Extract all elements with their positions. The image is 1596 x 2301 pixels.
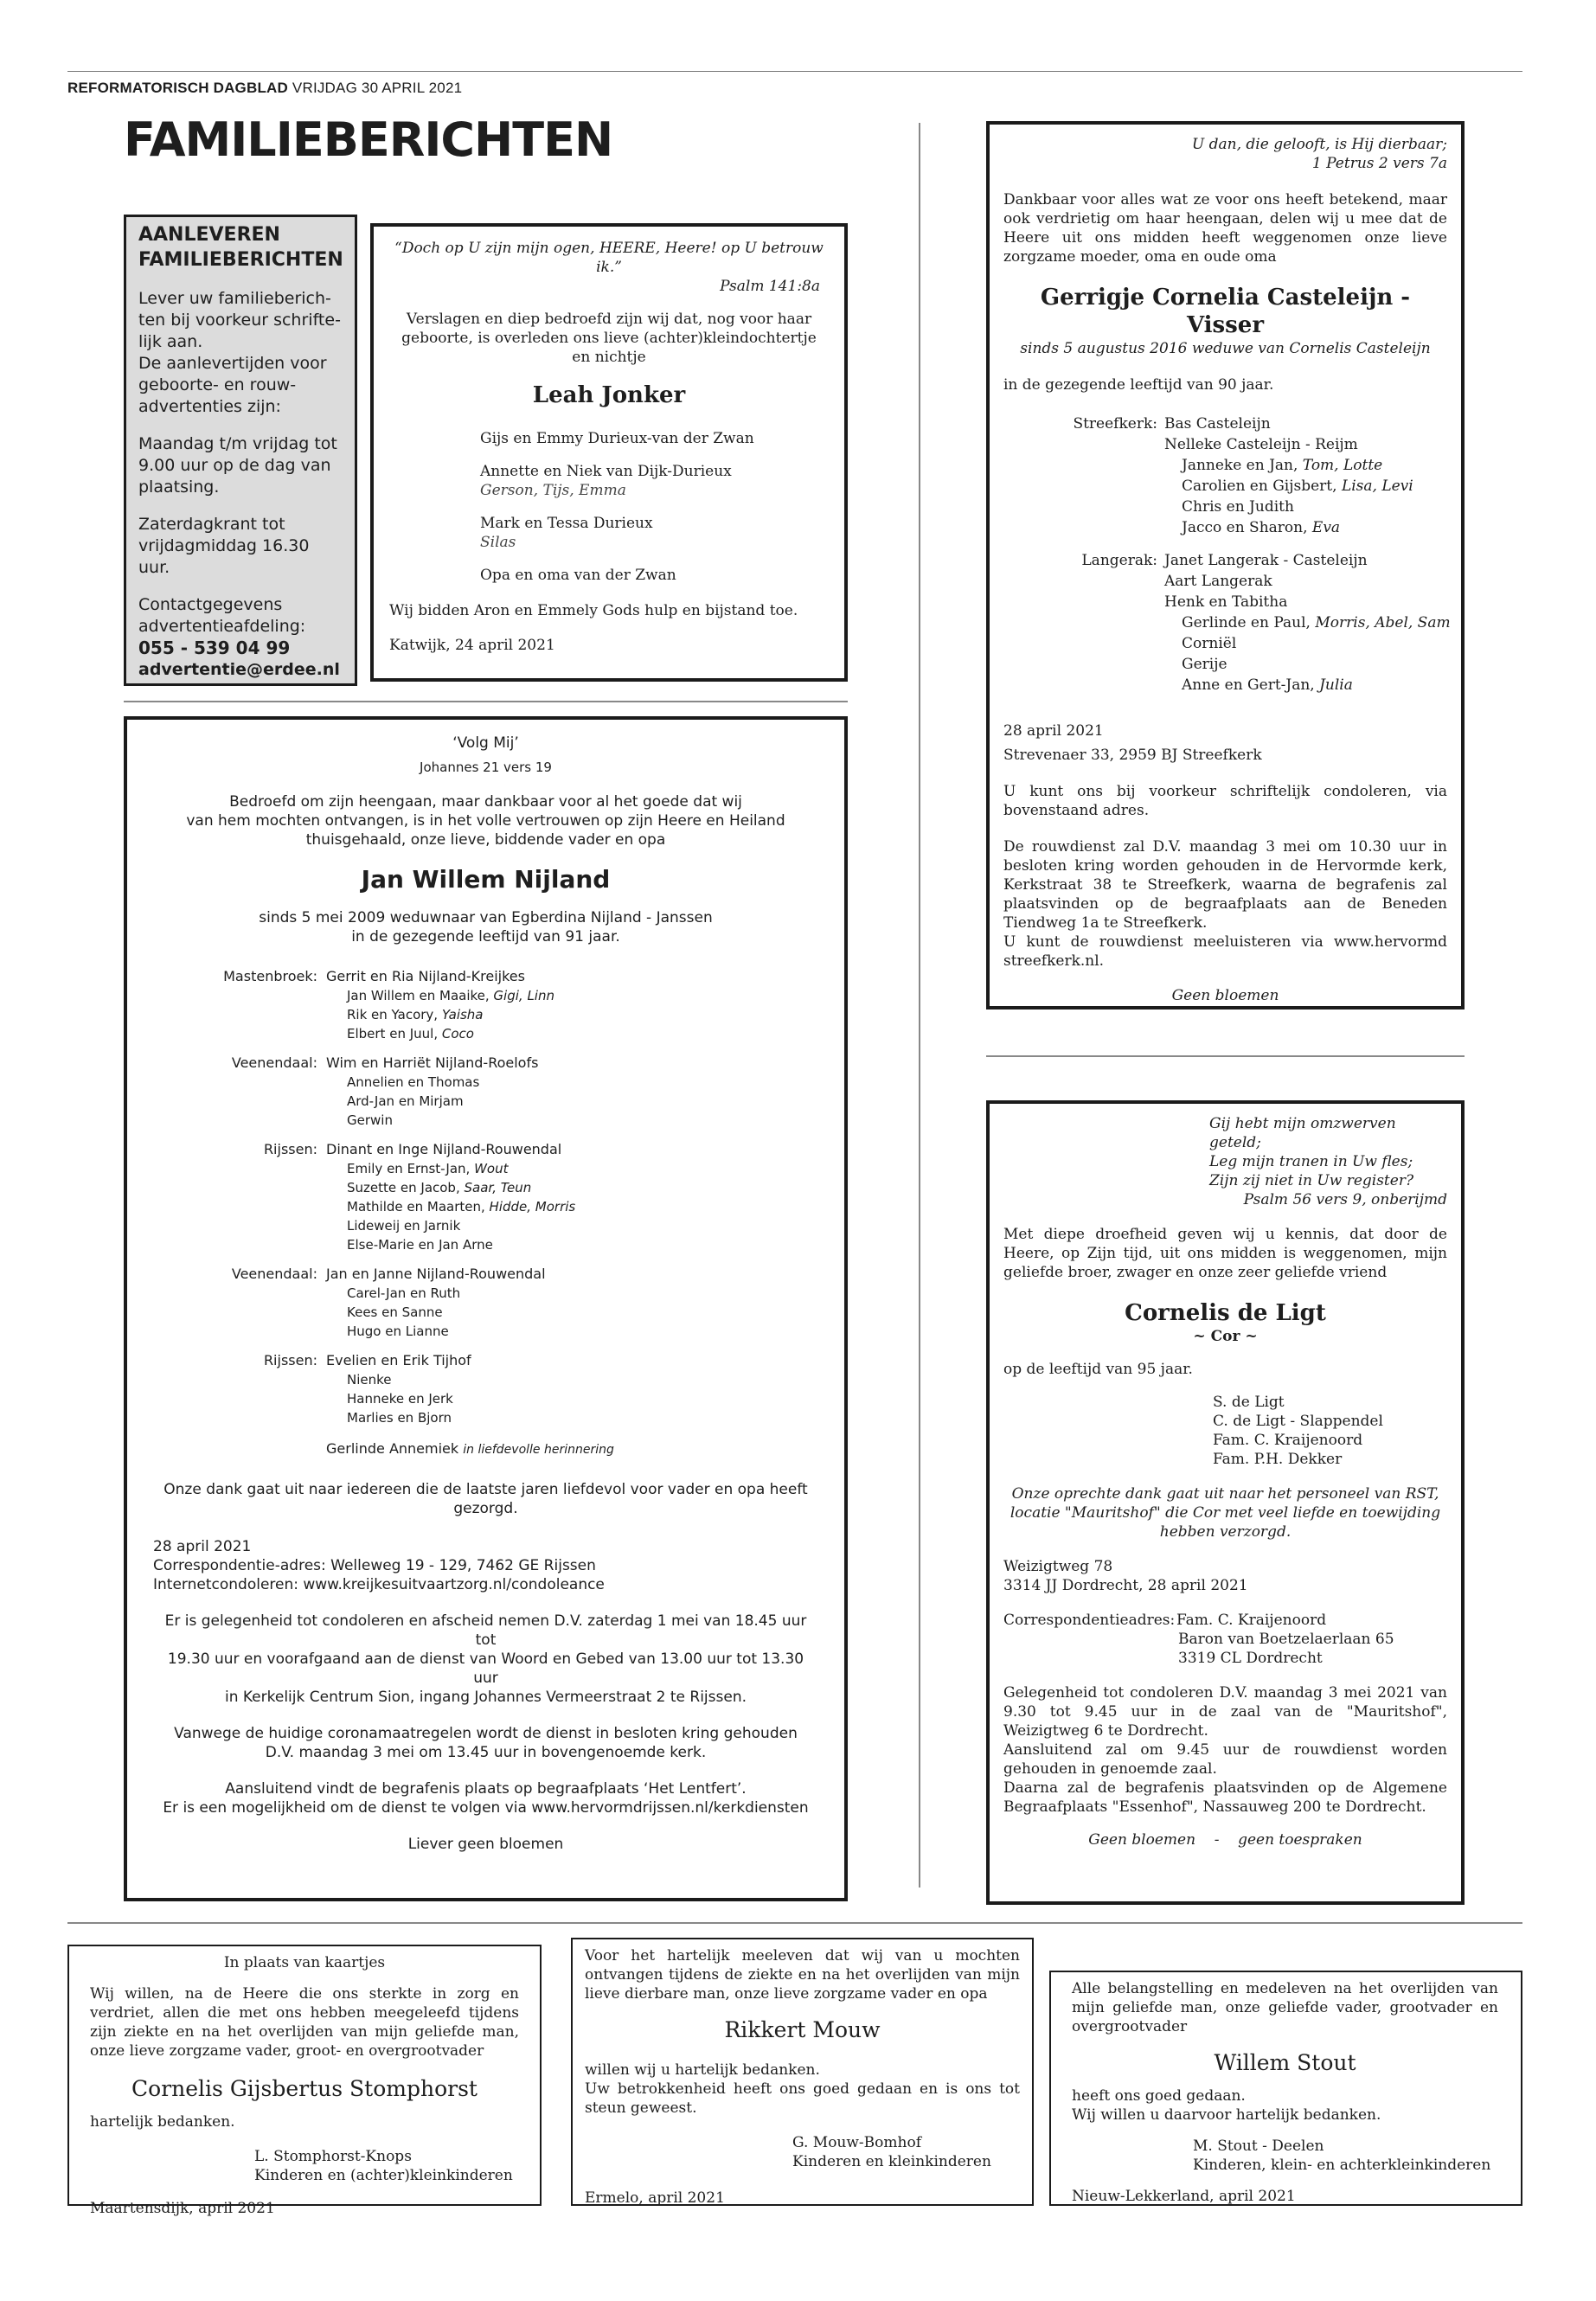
- group-head: Gerrit en Ria Nijland-Kreijkes: [326, 968, 525, 984]
- signature-line: G. Mouw-Bomhof: [792, 2134, 921, 2151]
- ad-stomphorst: [67, 1945, 542, 2217]
- intro: Dankbaar voor alles wat ze voor ons heeft betekend, maar ook verdrietig om haar heengaan, delen wij u mee dat de Heere uit ons midden heeft weggenomen onze lieve zorgzame moeder, oma en oude oma: [1003, 191, 1447, 266]
- kid: Jan Willem en Maaike,: [347, 988, 494, 1003]
- text: Wij willen, na de Heere die ons sterkte in zorg en verdriet, allen die met ons hebben meegeleefd tijdens zijn ziekte en na het overlijden van mijn geliefde man, onze lieve zorgzame vader, groot- en overgrootvader: [90, 1985, 519, 2060]
- quote-ref: Johannes 21 vers 19: [420, 760, 552, 775]
- kid: Ard-Jan en Mirjam: [347, 1093, 464, 1109]
- quote-line: Leg mijn tranen in Uw fles;: [1209, 1153, 1413, 1170]
- family-line: Nelleke Casteleijn - Reijm: [1164, 436, 1358, 453]
- header-rule: [67, 71, 1522, 72]
- grandkids: Eva: [1311, 519, 1341, 536]
- info-line: De aanlevertijden voor: [138, 354, 327, 373]
- group-head: Jan en Janne Nijland-Rouwendal: [326, 1266, 546, 1282]
- kid: Kees en Sanne: [347, 1304, 443, 1320]
- flowers: Geen bloemen: [1171, 987, 1279, 1004]
- family-line: Jacco en Sharon,: [1182, 519, 1312, 536]
- deceased-name: Cornelis de Ligt: [1125, 1300, 1326, 1326]
- quote: ‘Volg Mij’: [452, 734, 519, 752]
- corr-line: 3319 CL Dordrecht: [1178, 1650, 1323, 1667]
- kid: Suzette en Jacob,: [347, 1180, 465, 1195]
- signature-line: Kinderen en kleinkinderen: [792, 2153, 991, 2170]
- prayer: Wij bidden Aron en Emmely Gods hulp en bijstand toe.: [389, 602, 798, 619]
- quote-line: Zijn zij niet in Uw register?: [1209, 1172, 1414, 1189]
- deceased-name: Cornelis Gijsbertus Stomphorst: [131, 2076, 478, 2101]
- para-1: heeft ons goed gedaan.: [1072, 2087, 1246, 2105]
- subtitle-line: sinds 5 mei 2009 weduwnaar van Egberdina Nijland - Janssen: [259, 909, 713, 926]
- signature-line: L. Stomphorst-Knops: [254, 2148, 412, 2165]
- group-place: Langerak:: [1081, 552, 1157, 569]
- thanks-line: Onze oprechte dank gaat uit naar het personeel van RST,: [1011, 1485, 1439, 1503]
- family-group: [205, 1351, 818, 1427]
- info-box: [124, 215, 357, 686]
- quote: “Doch op U zijn mijn ogen, HEERE, Heere! op U betrouw ik.”: [394, 240, 824, 276]
- date: 28 april 2021: [153, 1538, 252, 1555]
- kid: Marlies en Bjorn: [347, 1410, 452, 1426]
- ad-leah-jonker: [370, 223, 848, 682]
- text: Alle belangstelling en medeleven na het overlijden van mijn geliefde man, onze geliefde vader, grootvader en overgrootvader: [1072, 1980, 1498, 2035]
- info-line: Contactgegevens: [138, 595, 283, 614]
- condolence-web[interactable]: Internetcondoleren: www.kreijkesuitvaartzorg.nl/condoleance: [153, 1576, 605, 1593]
- signature-line: Kinderen en (achter)kleinkinderen: [254, 2167, 513, 2184]
- info-line: Lever uw familieberich-: [138, 289, 331, 308]
- thanks: hartelijk bedanken.: [90, 2113, 235, 2131]
- kid: Hanneke en Jerk: [347, 1391, 453, 1407]
- family-line: C. de Ligt - Slappendel: [1213, 1413, 1383, 1430]
- para-line: 19.30 uur en voorafgaand aan de dienst van Woord en Gebed van 13.00 uur tot 13.30 uur: [167, 1650, 804, 1687]
- grandkids: Lisa, Levi: [1341, 478, 1413, 495]
- deceased-name: Leah Jonker: [532, 382, 686, 408]
- details: [153, 1537, 818, 1594]
- flowers: Liever geen bloemen: [407, 1836, 564, 1853]
- para-line: Er is gelegenheid tot condoleren en afscheid nemen D.V. zaterdag 1 mei van 18.45 uur tot: [164, 1612, 807, 1649]
- para-1: Gelegenheid tot condoleren D.V. maandag 3 mei 2021 van 9.30 tot 9.45 uur in de zaal van de "Mauritshof", Weizigtweg 6 te Dordrecht.: [1003, 1684, 1447, 1740]
- info-line: advertenties zijn:: [138, 397, 281, 416]
- info-line: Maandag t/m vrijdag tot: [138, 434, 337, 453]
- thanks: [1003, 1484, 1447, 1541]
- age: in de gezegende leeftijd van 90 jaar.: [1003, 376, 1274, 394]
- kid: Annelien en Thomas: [347, 1074, 480, 1090]
- kid: Lideweij en Jarnik: [347, 1218, 461, 1234]
- address: Correspondentie-adres: Welleweg 19 - 129, 7462 GE Rijssen: [153, 1557, 596, 1574]
- para-line: Aansluitend vindt de begrafenis plaats op begraafplaats ‘Het Lentfert’.: [225, 1780, 747, 1798]
- grandkids: Hidde, Morris: [489, 1199, 576, 1215]
- subtitle: [153, 908, 818, 946]
- memory-name: Gerlinde Annemiek: [326, 1440, 459, 1457]
- info-title-1: AANLEVEREN: [138, 224, 280, 246]
- text: Voor het hartelijk meeleven dat wij van u mochten ontvangen tijdens de ziekte en na het overlijden van mijn lieve dierbare man, onze lieve zorgzame vader en opa: [585, 1947, 1020, 2003]
- kid: Else-Marie en Jan Arne: [347, 1237, 493, 1253]
- family-line: Annette en Niek van Dijk-Durieux: [480, 463, 732, 480]
- signature-line: M. Stout - Deelen: [1193, 2138, 1324, 2155]
- deceased-name: Rikkert Mouw: [724, 2017, 881, 2042]
- para-2: [153, 1724, 818, 1762]
- quote: U dan, die gelooft, is Hij dierbaar;: [1191, 136, 1447, 153]
- group-place: Veenendaal:: [231, 1266, 317, 1282]
- group-place: Rijssen:: [263, 1141, 317, 1157]
- family-line: Mark en Tessa Durieux: [480, 515, 653, 532]
- intro-line: van hem mochten ontvangen, is in het volle vertrouwen op zijn Heere en Heiland: [186, 812, 785, 830]
- family-line: Corniël: [1182, 635, 1237, 652]
- family-group: [205, 967, 818, 1043]
- ad-gerrigje-casteleijn: [986, 121, 1465, 1009]
- group-head: Dinant en Inge Nijland-Rouwendal: [326, 1141, 562, 1157]
- thanks: willen wij u hartelijk bedanken.: [585, 2061, 820, 2079]
- family-group: [205, 1054, 818, 1130]
- address: [1003, 1557, 1447, 1595]
- address-line: Weizigtweg 78: [1003, 1558, 1113, 1575]
- ad-jan-willem-nijland: [124, 716, 848, 1901]
- info-lines-1: [138, 288, 343, 418]
- family-line: Gijs en Emmy Durieux-van der Zwan: [480, 430, 754, 447]
- separator: [67, 1922, 1522, 1924]
- family-kids: Gerson, Tijs, Emma: [480, 482, 626, 499]
- info-line: advertentieafdeling:: [138, 617, 306, 636]
- intro-line: en nichtje: [572, 349, 646, 366]
- grandkids: Saar, Teun: [464, 1180, 532, 1195]
- kid: Mathilde en Maarten,: [347, 1199, 490, 1215]
- grandkids: Coco: [441, 1026, 474, 1042]
- group-place: Rijssen:: [263, 1352, 317, 1368]
- thanks-line: locatie "Mauritshof" die Cor met veel liefde en toewijding: [1010, 1504, 1441, 1522]
- separator: [124, 701, 848, 702]
- group-head: Evelien en Erik Tijhof: [326, 1352, 471, 1368]
- place-date: Ermelo, april 2021: [585, 2189, 725, 2207]
- family-line: Carolien en Gijsbert,: [1182, 478, 1342, 495]
- place-date: Katwijk, 24 april 2021: [389, 637, 555, 654]
- quote-line: Gij hebt mijn omzwerven geteld;: [1209, 1115, 1396, 1151]
- separator: [986, 1055, 1465, 1057]
- info-line: plaatsing.: [138, 478, 220, 497]
- family-line: Janneke en Jan,: [1182, 457, 1303, 474]
- kid: Nienke: [347, 1372, 392, 1388]
- family-kids: Silas: [480, 534, 516, 551]
- para-2: Aansluitend zal om 9.45 uur de rouwdienst worden gehouden in genoemde zaal.: [1003, 1741, 1447, 1778]
- grandkids: Gigi, Linn: [493, 988, 554, 1003]
- para-line: Er is een mogelijkheid om de dienst te volgen via www.hervormdrijssen.nl/kerkdiensten: [163, 1799, 809, 1817]
- deceased-name: Willem Stout: [1214, 2050, 1356, 2075]
- family-line: Opa en oma van der Zwan: [480, 567, 676, 584]
- ad-stout: [1049, 1971, 1522, 2206]
- family-list: [1003, 1393, 1447, 1469]
- deceased-name: Jan Willem Nijland: [361, 865, 611, 894]
- deceased-name: Gerrigje Cornelia Casteleijn - Visser: [1040, 285, 1411, 338]
- info-line: 9.00 uur op de dag van: [138, 456, 331, 475]
- thanks: Onze dank gaat uit naar iedereen die de laatste jaren liefdevol voor vader en opa heeft gezorgd.: [163, 1481, 808, 1517]
- signature: [1072, 2137, 1498, 2175]
- group-place: Veenendaal:: [231, 1054, 317, 1071]
- family-line: Henk en Tabitha: [1164, 593, 1288, 611]
- heading: In plaats van kaartjes: [223, 1954, 386, 1971]
- intro-line: geboorte, is overleden ons lieve (achter)kleindochtertje: [401, 330, 817, 347]
- quote: [1003, 1114, 1447, 1190]
- ad-cornelis-de-ligt: [986, 1100, 1465, 1905]
- footer-flowers: Geen bloemen: [1088, 1831, 1196, 1849]
- column-divider: [919, 123, 920, 1888]
- info-email[interactable]: advertentie@erdee.nl: [138, 660, 340, 679]
- footer-sep: -: [1214, 1831, 1220, 1849]
- family-group: [1003, 413, 1447, 538]
- grandkids: Wout: [474, 1161, 509, 1176]
- paper-name: REFORMATORISCH DAGBLAD: [67, 80, 288, 96]
- info-lines-4: [138, 594, 343, 638]
- signature: [585, 2133, 1020, 2171]
- info-lines-3: [138, 514, 343, 579]
- footer-speeches: geen toespraken: [1238, 1831, 1362, 1849]
- family-list: [389, 429, 829, 585]
- intro-line: thuisgehaald, onze lieve, biddende vader en opa: [305, 831, 666, 849]
- intro: [389, 310, 829, 367]
- quote-ref: 1 Petrus 2 vers 7a: [1311, 155, 1447, 172]
- subtitle-line: in de gezegende leeftijd van 91 jaar.: [351, 928, 620, 945]
- info-line: lijk aan.: [138, 332, 203, 351]
- group-place: Mastenbroek:: [223, 968, 317, 984]
- family-line: Aart Langerak: [1164, 573, 1272, 590]
- kid: Rik en Yacory,: [347, 1007, 442, 1022]
- para-line: in Kerkelijk Centrum Sion, ingang Johannes Vermeerstraat 2 te Rijssen.: [224, 1689, 747, 1706]
- kid: Emily en Ernst-Jan,: [347, 1161, 475, 1176]
- para-line: D.V. maandag 3 mei om 13.45 uur in bovengenoemde kerk.: [265, 1744, 707, 1761]
- intro-line: Verslagen en diep bedroefd zijn wij dat, nog voor haar: [406, 311, 812, 328]
- quote-ref: Psalm 56 vers 9, onberijmd: [1243, 1191, 1447, 1208]
- address: Strevenaer 33, 2959 BJ Streefkerk: [1003, 747, 1262, 764]
- grandkids: Morris, Abel, Sam: [1315, 614, 1451, 631]
- para-2: Wij willen u daarvoor hartelijk bedanken.: [1072, 2106, 1381, 2124]
- para-2: De rouwdienst zal D.V. maandag 3 mei om 10.30 uur in besloten kring worden gehouden in de Hervormde kerk, Kerkstraat 38 te Streefkerk, waarna de begrafenis zal plaatsvinden op de begraafplaats aan de Beneden Tiendweg 1a te Streefkerk.: [1003, 838, 1447, 932]
- intro: [153, 792, 818, 849]
- info-line: Zaterdagkrant tot: [138, 515, 285, 534]
- signature: [90, 2147, 519, 2185]
- place-date: Maartensdijk, april 2021: [90, 2200, 275, 2217]
- group-place: Streefkerk:: [1073, 415, 1157, 433]
- info-lines-2: [138, 433, 343, 498]
- memory: [205, 1439, 818, 1459]
- ad-mouw: [571, 1938, 1034, 2206]
- grandkids: Yaisha: [441, 1007, 484, 1022]
- nickname: ~ Cor ~: [1193, 1328, 1258, 1345]
- kid: Hugo en Lianne: [347, 1324, 449, 1339]
- family-line: Fam. C. Kraijenoord: [1213, 1432, 1363, 1449]
- info-line: ten bij voorkeur schrifte-: [138, 311, 341, 330]
- para-2: Uw betrokkenheid heeft ons goed gedaan en is ons tot steun geweest.: [585, 2080, 1020, 2117]
- para-3: [153, 1779, 818, 1817]
- info-line: geboorte- en rouw-: [138, 375, 297, 394]
- intro-line: Bedroefd om zijn heengaan, maar dankbaar voor al het goede dat wij: [229, 793, 742, 811]
- corr-line: Fam. C. Kraijenoord: [1176, 1612, 1327, 1629]
- kid: Carel-Jan en Ruth: [347, 1285, 461, 1301]
- family-line: Bas Casteleijn: [1164, 415, 1271, 433]
- footer: [1003, 1830, 1447, 1849]
- subtitle: sinds 5 augustus 2016 weduwe van Cornelis Casteleijn: [1020, 340, 1431, 357]
- family-group: [205, 1265, 818, 1341]
- para-1: [153, 1612, 818, 1707]
- info-line: vrijdagmiddag 16.30 uur.: [138, 536, 310, 577]
- family-line: Chris en Judith: [1182, 498, 1294, 516]
- signature-line: Kinderen, klein- en achterkleinkinderen: [1193, 2157, 1491, 2174]
- family-line: Gerije: [1182, 656, 1227, 673]
- corr-line: Baron van Boetzelaerlaan 65: [1178, 1631, 1394, 1648]
- family-group: [1003, 550, 1451, 695]
- family-line: Fam. P.H. Dekker: [1213, 1451, 1343, 1468]
- family-list: [153, 967, 818, 1459]
- thanks-line: hebben verzorgd.: [1159, 1523, 1292, 1541]
- paper-date: VRIJDAG 30 APRIL 2021: [292, 80, 463, 96]
- kid: Gerwin: [347, 1112, 393, 1128]
- memory-note: in liefdevolle herinnering: [463, 1443, 614, 1457]
- para-1: U kunt ons bij voorkeur schriftelijk condoleren, via bovenstaand adres.: [1003, 783, 1447, 819]
- family-list: [1003, 413, 1451, 695]
- intro: Met diepe droefheid geven wij u kennis, dat door de Heere, op Zijn tijd, uit ons midden is weggenomen, mijn geliefde broer, zwager en onze zeer geliefde vriend: [1003, 1226, 1447, 1281]
- family-line: Janet Langerak - Casteleijn: [1164, 552, 1368, 569]
- grandkids: Julia: [1319, 676, 1353, 694]
- grandkids: Tom, Lotte: [1302, 457, 1383, 474]
- place-date: Nieuw-Lekkerland, april 2021: [1072, 2188, 1296, 2205]
- info-phone[interactable]: 055 - 539 04 99: [138, 638, 291, 658]
- family-line: Gerlinde en Paul,: [1182, 614, 1316, 631]
- family-group: [205, 1140, 818, 1254]
- page-header: [67, 80, 462, 97]
- para-3: U kunt de rouwdienst meeluisteren via www.hervormd streefkerk.nl.: [1003, 933, 1447, 970]
- para-3: Daarna zal de begrafenis plaatsvinden op de Algemene Begraafplaats "Essenhof", Nassauweg 200 te Dordrecht.: [1003, 1779, 1447, 1816]
- quote-ref: Psalm 141:8a: [720, 278, 820, 295]
- family-line: Anne en Gert-Jan,: [1182, 676, 1320, 694]
- family-line: S. de Ligt: [1213, 1394, 1285, 1411]
- page-title: FAMILIEBERICHTEN: [124, 112, 613, 167]
- address-line: 3314 JJ Dordrecht, 28 april 2021: [1003, 1577, 1248, 1594]
- correspondence: [1003, 1611, 1447, 1668]
- kid: Elbert en Juul,: [347, 1026, 442, 1042]
- group-head: Wim en Harriët Nijland-Roelofs: [326, 1054, 539, 1071]
- info-title-2: FAMILIEBERICHTEN: [138, 249, 343, 271]
- age: op de leeftijd van 95 jaar.: [1003, 1361, 1193, 1378]
- para-line: Vanwege de huidige coronamaatregelen wordt de dienst in besloten kring gehouden: [174, 1725, 798, 1742]
- corr-label: Correspondentieadres:: [1003, 1612, 1176, 1629]
- date: 28 april 2021: [1003, 722, 1104, 740]
